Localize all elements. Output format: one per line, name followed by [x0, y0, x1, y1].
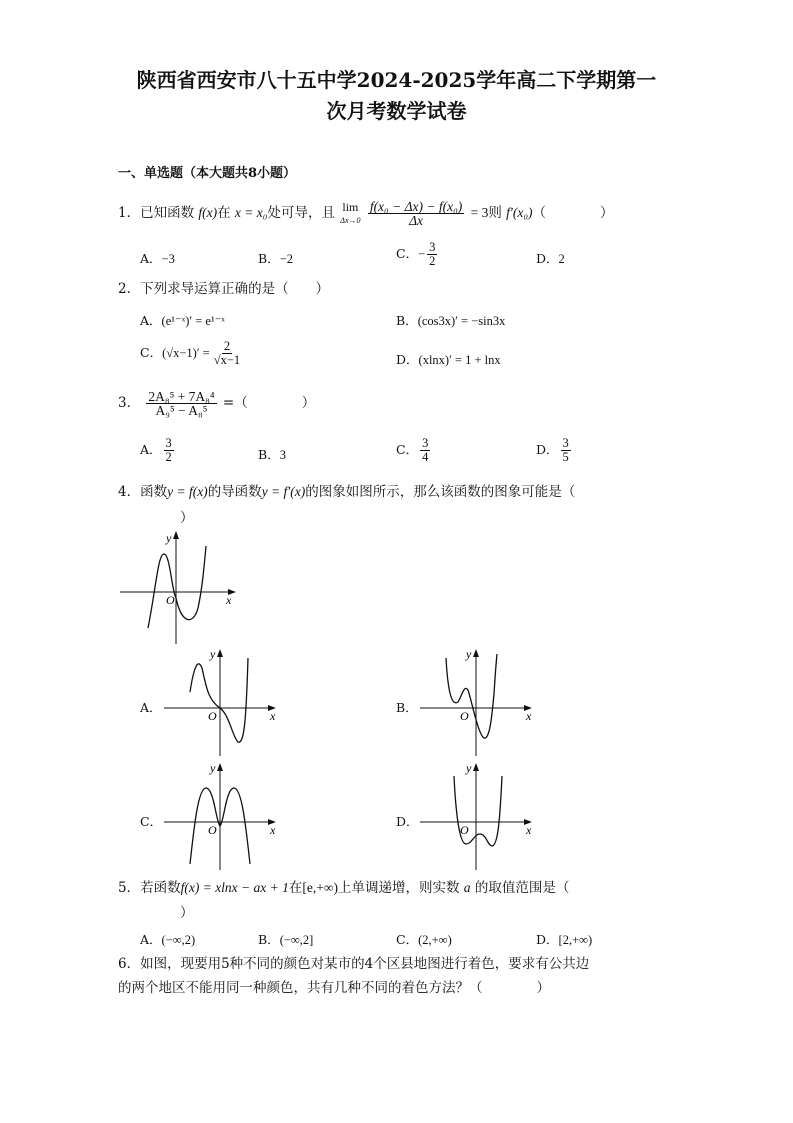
q4-option-a-graph[interactable]	[160, 644, 285, 759]
q2-option-d[interactable]: D．(xlnx)′ = 1 + lnx	[396, 352, 501, 367]
svg-text:y: y	[466, 647, 472, 661]
svg-text:x: x	[526, 823, 532, 837]
q4-axis-y-label: y	[166, 531, 172, 545]
q4-axis-x-label: x	[226, 593, 232, 607]
q1-option-d[interactable]: D．2	[536, 251, 565, 266]
svg-text:O: O	[208, 823, 217, 837]
q1-option-c[interactable]: C．− $\frac{3}{2}$	[396, 240, 436, 268]
q1-limit-fraction	[368, 200, 465, 227]
q1-fx: f(x)	[198, 205, 218, 220]
exam-title-line1: 陕西省西安市八十五中学2024-2025学年高二下学期第一	[136, 68, 657, 92]
q4-option-c-graph[interactable]	[160, 758, 285, 873]
q3-fraction: $\frac{\text{2A₈⁵ + 7A₈⁴}}{\text{A₉⁵ − A₈⁵}}$	[148, 389, 215, 418]
svg-text:y: y	[466, 761, 472, 775]
q4-option-b-label[interactable]: B．	[396, 700, 418, 715]
svg-text:O: O	[208, 709, 217, 723]
q1-paren: （ ）	[532, 205, 614, 221]
question-6-line1: 6．如图，现要用5种不同的颜色对某市的4个区县地图进行着色，要求有公共边	[118, 956, 590, 972]
question-4: 4．函数y = f(x)的导函数y = f′(x)的图象如图所示，那么该函数的图象可能是（	[118, 484, 576, 500]
svg-text:O: O	[460, 709, 469, 723]
q4-derivative-graph	[118, 528, 243, 646]
q3-option-b[interactable]: B．3	[258, 447, 286, 462]
q3-option-a[interactable]: A． $\frac{3}{2}$	[140, 436, 172, 464]
question-2: 2．下列求导运算正确的是（ ）	[118, 281, 330, 297]
q1-text3: 处可导，且	[267, 205, 335, 221]
q5-option-a[interactable]: A．(−∞,2)	[140, 932, 196, 947]
svg-text:x: x	[270, 709, 276, 723]
q1-number: 1．	[118, 205, 141, 221]
exam-title-line2: 次月考数学试卷	[326, 99, 467, 123]
q3-option-c[interactable]: C． $\frac{3}{4}$	[396, 436, 429, 464]
q4-option-c-label[interactable]: C．	[140, 814, 163, 829]
question-5: 5．若函数f(x) = xlnx − ax + 1在[e,+∞)上单调递增，则实数 a 的取值范围是（	[118, 880, 570, 896]
svg-text:y: y	[210, 647, 216, 661]
q5-option-d[interactable]: D．[2,+∞)	[536, 932, 593, 947]
q3-option-d[interactable]: D． $\frac{3}{5}$	[536, 436, 569, 464]
q1-numerator: f(x₀ − Δx) − f(x₀)	[369, 199, 463, 214]
q1-cond: x = x₀	[234, 205, 268, 220]
q4-origin-label: O	[166, 593, 175, 607]
q4-option-d-graph[interactable]	[416, 758, 541, 873]
q1-text: 已知函数	[140, 205, 195, 221]
question-3: 3． $\frac{\text{2A₈⁵ + 7A₈⁴}}{\text{A₉⁵ − A₈⁵}}$ =（ ）	[118, 389, 316, 418]
q4-option-b-graph[interactable]	[416, 644, 541, 759]
q5-option-b[interactable]: B．(−∞,2]	[258, 932, 314, 947]
q1-option-a[interactable]: A．−3	[140, 251, 175, 266]
q1-fprime: f′(x₀)	[506, 205, 533, 220]
svg-text:x: x	[526, 709, 532, 723]
section-heading: 一、单选题（本大题共8小题）	[118, 166, 297, 181]
svg-text:x: x	[270, 823, 276, 837]
q4-close-paren: ）	[180, 510, 194, 526]
q1-text2: 在	[217, 205, 231, 221]
q2-option-c[interactable]: C．(√x−1)′ = $\frac{2}{√x-1}$	[140, 339, 241, 367]
q2-option-b[interactable]: B．(cos3x)′ = −sin3x	[396, 313, 506, 328]
q1-text4: 则	[488, 205, 502, 221]
q4-option-d-label[interactable]: D．	[396, 814, 419, 829]
q1-denominator: Δx	[409, 213, 424, 228]
q5-option-c[interactable]: C．(2,+∞)	[396, 932, 452, 947]
svg-text:O: O	[460, 823, 469, 837]
q2-option-a[interactable]: A．(e¹⁻ˣ)′ = e¹⁻ˣ	[140, 313, 225, 328]
question-1	[118, 200, 614, 227]
question-6-line2: 的两个地区不能用同一种颜色，共有几种不同的着色方法？（ ）	[118, 980, 550, 996]
q1-eq: = 3	[470, 205, 489, 220]
q1-lim: lim Δx→0	[340, 199, 361, 225]
q1-option-b[interactable]: B．−2	[258, 251, 293, 266]
svg-text:y: y	[210, 761, 216, 775]
q5-close-paren: ）	[180, 905, 194, 921]
q4-option-a-label[interactable]: A．	[140, 700, 162, 715]
